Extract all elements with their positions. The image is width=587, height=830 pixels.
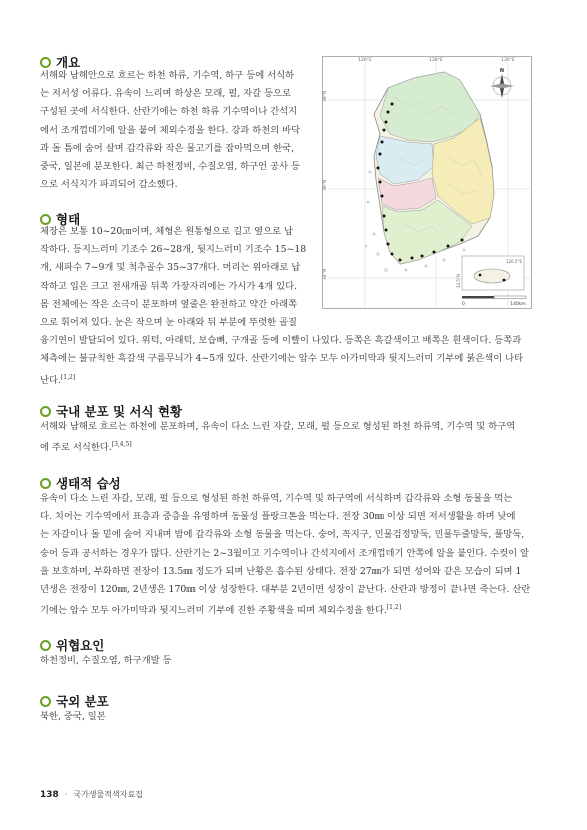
inset-lon-label: 126.5°E [506,259,522,264]
text-line: 는 저서성 어류다. 유속이 느리며 하상은 모래, 펄, 자갈 등으로 [40,88,292,100]
text-line [40,599,540,620]
text-line: 구성된 곳에 서식한다. 산란기에는 하천 하류 기수역이나 간석지 [40,106,298,118]
domestic-heading: 국내 분포 및 서식 현황 [56,404,183,419]
lon-label: 130°E [501,58,515,63]
text-line [40,436,540,457]
text-line: 중국, 일본에 분포한다. 최근 하천정비, 수질오염, 하구언 공사 등 [40,161,300,173]
text-fragment: 기에는 암수 모두 아가미막과 뒷지느러미 기부에 진한 주황색을 띠며 체외수정을 한다. [40,605,387,617]
compass-north-label: N [499,68,505,74]
text-line: 체측에는 불규칙한 흑갈색 구름무늬가 4~5개 있다. 산란기에는 암수 모두 아가미막과 뒷지느러미 기부에 붉은색이 나타 [40,353,524,365]
text-line: 북한, 중국, 일본 [40,711,106,722]
bullet-icon [40,478,51,489]
threats-heading: 위협요인 [56,638,105,653]
lon-label: 128°E [429,58,443,63]
scale-end-label: 140km [510,302,526,307]
overview-heading: 개요 [56,55,81,70]
text-line: 에서 조개껍데기에 알을 붙여 체외수정을 한다. 강과 하천의 바닥 [40,124,301,136]
text-line: 개, 새파수 7~9개 및 척추골수 35~37개다. 머리는 위아래로 납 [40,262,301,274]
text-line: 체장은 보통 10~20㎝이며, 체형은 원통형으로 길고 옆으로 납 [40,226,293,237]
text-line: 유속이 다소 느린 자갈, 모래, 펄 등으로 형성된 하천 하류역, 기수역 및 하구역에 서식하며 갑각류와 소형 동물을 먹는 [40,493,513,504]
text-line: 을 보호하며, 부화하면 전장이 13.5㎜ 정도가 되며 난황은 흡수된 상태다. 전장 27㎜가 되면 성어와 같은 모습이 되며 1 [40,565,522,577]
reference-superscript: [1,2] [60,373,76,381]
text-line: 과 돌 틈에 숨어 살며 갑각류와 작은 물고기를 잡아먹으며 한국, [40,142,295,154]
overseas-paragraph [40,708,540,726]
lat-label: 36°N [323,179,328,191]
text-line: 으로 서식지가 파괴되어 감소했다. [40,179,178,191]
scale-start-label: 0 [462,302,465,307]
reference-superscript: [3,4,5] [111,441,132,449]
page-footer [40,789,143,800]
inset-lat-label: 33.5°N [456,274,461,288]
text-line: 는 자갈이나 돌 밑에 숨어 지내며 밤에 갑각류와 소형 동물을 먹는다. 숭어, 꼭지구, 민물검정망둑, 민물두줄망둑, 풀망둑, [40,529,525,541]
text-line: 하천정비, 수질오염, 하구개발 등 [40,655,172,666]
text-line: 서해와 남해로 흐르는 하천에 분포하며, 유속이 다소 느린 자갈, 모래, 펄 등으로 형성된 하천 하류역, 기수역 및 하구역 [40,421,516,432]
text-line: 년생은 전장이 120㎜, 2년생은 170㎜ 이상 성장한다. 대부분 2년이면 성장이 끝난다. 산란과 방정이 끝나면 죽는다. 산란 [40,584,531,596]
text-line [40,369,540,390]
lon-label: 126°E [358,58,372,63]
ecology-heading: 생태적 습성 [56,476,121,491]
publication-title: 국가생물적색자료집 [73,790,143,799]
overseas-heading: 국외 분포 [56,694,109,709]
text-line: 서해와 남해안으로 흐르는 하천 하류, 기수역, 하구 등에 서식하 [40,70,295,81]
reference-superscript: [1,2] [386,604,402,612]
text-line: 융기연이 발달되어 있다. 위턱, 아래턱, 보습뼈, 구개골 등에 이빨이 나있다. 등쪽은 흑갈색이고 배쪽은 흰색이다. 등쪽과 [40,335,522,347]
bullet-icon [40,57,51,68]
text-line: 으로 휘어져 있다. 눈은 작으며 눈 아래와 뒤 부분에 뚜렷한 골질 [40,317,298,329]
threats-paragraph [40,652,540,670]
page-number: 138 [40,789,59,800]
distribution-map [322,56,532,309]
text-line: 숭어 등과 공서하는 경우가 많다. 산란기는 2~3월이고 기수역이나 간석지에서 조개껍데기 안쪽에 알을 붙인다. 수컷이 알 [40,547,530,559]
ecology-paragraph [40,490,540,621]
morphology-heading: 형태 [56,212,81,227]
domestic-paragraph [40,418,540,458]
footer-separator: · [64,790,68,799]
bullet-icon [40,696,51,707]
text-fragment: 난다. [40,374,61,386]
lat-label: 34°N [323,268,328,280]
text-line: 몸 전체에는 작은 소극이 분포하며 옆줄은 완전하고 약간 아래쪽 [40,298,298,310]
lat-label: 38°N [323,90,328,102]
text-line: 다. 치어는 기수역에서 표층과 중층을 유영하며 동물성 플랑크톤을 먹는다. 전장 30㎜ 이상 되면 저서생활을 하며 낮에 [40,511,516,523]
text-line: 작하고 입은 크고 전새개골 뒤쪽 가장자리에는 가시가 4개 있다. [40,280,298,292]
occurrence-point [503,279,506,282]
text-line: 작하다. 등지느러미 기조수 26~28개, 뒷지느러미 기조수 15~18 [40,244,307,256]
text-fragment: 에 주로 서식한다. [40,442,112,454]
bullet-icon [40,406,51,417]
occurrence-point [479,274,482,277]
bullet-icon [40,640,51,651]
overview-paragraph [40,67,312,194]
